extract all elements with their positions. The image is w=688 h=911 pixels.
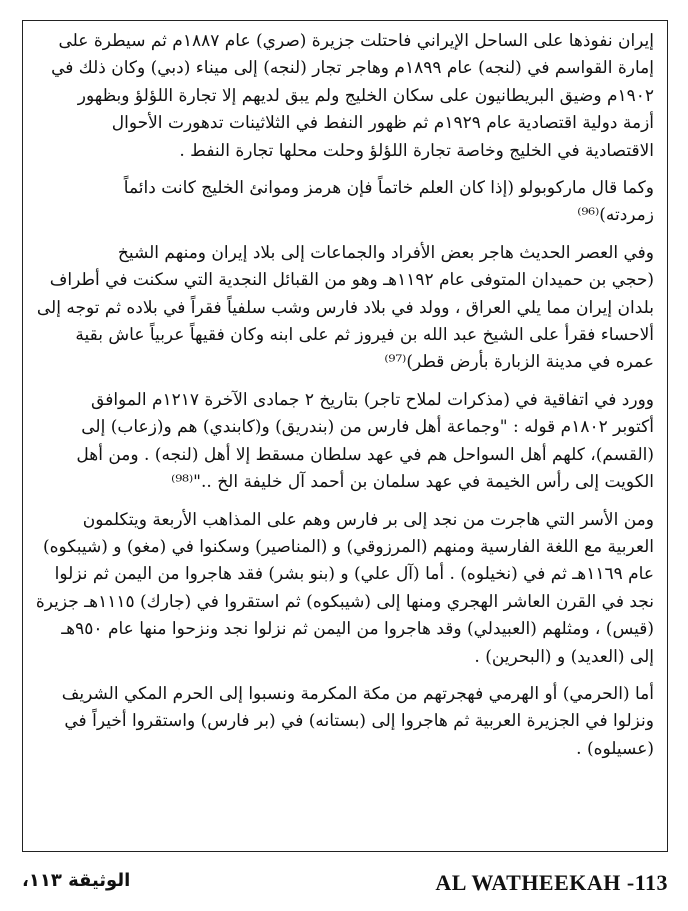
text-line: الاقتصادية في الخليج وخاصة تجارة اللؤلؤ وحلت محلها تجارة النفط . (179, 140, 654, 161)
paragraph (36, 28, 654, 165)
page-footer (22, 860, 668, 900)
text-line: إلى (العديد) و (البحرين) . (474, 646, 654, 667)
text-line: عام ١١٦٩هـ ثم في (نخيلوه) . أما (آل علي) و (بنو بشر) فقد هاجروا من اليمن ثم نزلوا (54, 564, 654, 585)
text-line: (حجي بن حميدان المتوفى عام ١١٩٢هـ وهو من القبائل النجدية التي سكنت في أطراف (49, 270, 654, 291)
paragraph (36, 507, 654, 671)
text-line: الكويت إلى رأس الخيمة في عهد سلمان بن أحمد آل خليفة الخ .."⁽⁹⁸⁾ (171, 472, 654, 493)
text-line: وورد في اتفاقية في (مذكرات لملاح تاجر) بتاريخ ٢ جمادى الآخرة ١٢١٧م الموافق (91, 389, 654, 410)
text-line: (عسيلوه) . (576, 738, 654, 759)
text-line: أما (الحرمي) أو الهرمي فهجرتهم من مكة المكرمة ونسبوا إلى الحرم المكي الشريف (61, 683, 654, 704)
text-line: إمارة القواسم في (لنجه) عام ١٨٩٩م وهاجر تجار (لنجه) إلى ميناء (دبي) وكان ذلك في (51, 58, 654, 79)
paragraph (36, 175, 654, 230)
article-body (36, 28, 654, 773)
text-line: العربية مع اللغة الفارسية ومنهم (المرزوقي) و (المناصير) وسكنوا في (مغو) و (شيبكوه) (42, 536, 654, 557)
text-line: (قيس) ، ومثلهم (العبيدلي) وقد هاجروا من اليمن ثم نزلوا نجد ونزحوا منها عام ٩٥٠هـ (61, 619, 654, 640)
text-line: (القسم)، كلهم أهل السواحل هم في عهد سلطان مسقط إلا أهل (لنجه) . ومن أهل (76, 444, 654, 465)
text-line: وفي العصر الحديث هاجر بعض الأفراد والجماعات إلى بلاد إيران ومنهم الشيخ (117, 242, 654, 263)
text-line: بلدان إيران مما يلي العراق ، وولد في بلاد فارس وشب سلفياً فقراً في بلاده ثم توجه إلى (36, 297, 654, 318)
text-line: ألاحساء فقرأ على الشيخ عبد الله بن فيروز ثم على ابنه وكان فقيهاً عربياً عاش بقية (75, 325, 654, 346)
text-line: أكتوبر ١٨٠٢م قوله : "وجماعة أهل فارس من (بندريق) و(كابندي) هم و(زعاب) إلى (81, 417, 654, 438)
text-line: نجد في القرن العاشر الهجري ومنها إلى (شيبكوه) ثم استقروا في (جارك) ١١١٥هـ جزيرة (35, 591, 654, 612)
text-line: عمره في مدينة الزبارة بأرض قطر)⁽⁹⁷⁾ (384, 352, 654, 373)
footer-latin-title: AL WATHEEKAH -113 (435, 870, 668, 895)
text-line: ونزلوا في الجزيرة العربية ثم هاجروا إلى (بستانه) في (بر فارس) واستقروا أخيراً في (64, 711, 654, 732)
paragraph (36, 681, 654, 763)
footer-arabic-title: الوثيقة ١١٣، (22, 870, 131, 891)
paragraph (36, 387, 654, 497)
text-line: ١٩٠٢م وضيق البريطانيون على سكان الخليج ولم يبق لديهم إلا تجارة اللؤلؤ وبظهور (77, 85, 654, 106)
text-line: ومن الأسر التي هاجرت من نجد إلى بر فارس وهم على المذاهب الأربعة ويتكلمون (82, 509, 654, 530)
paragraph (36, 240, 654, 377)
text-line: إيران نفوذها على الساحل الإيراني فاحتلت جزيرة (صري) عام ١٨٨٧م ثم سيطرة على (58, 31, 654, 51)
text-line: وكما قال ماركوبولو (إذا كان العلم خاتماً فإن هرمز وموانئ الخليج كانت دائماً (123, 178, 654, 199)
text-line: أزمة دولية اقتصادية عام ١٩٢٩م ثم ظهور النفط في الثلاثينات تدهورت الأحوال (111, 113, 654, 134)
text-line: زمردته)⁽⁹⁶⁾ (577, 205, 654, 226)
